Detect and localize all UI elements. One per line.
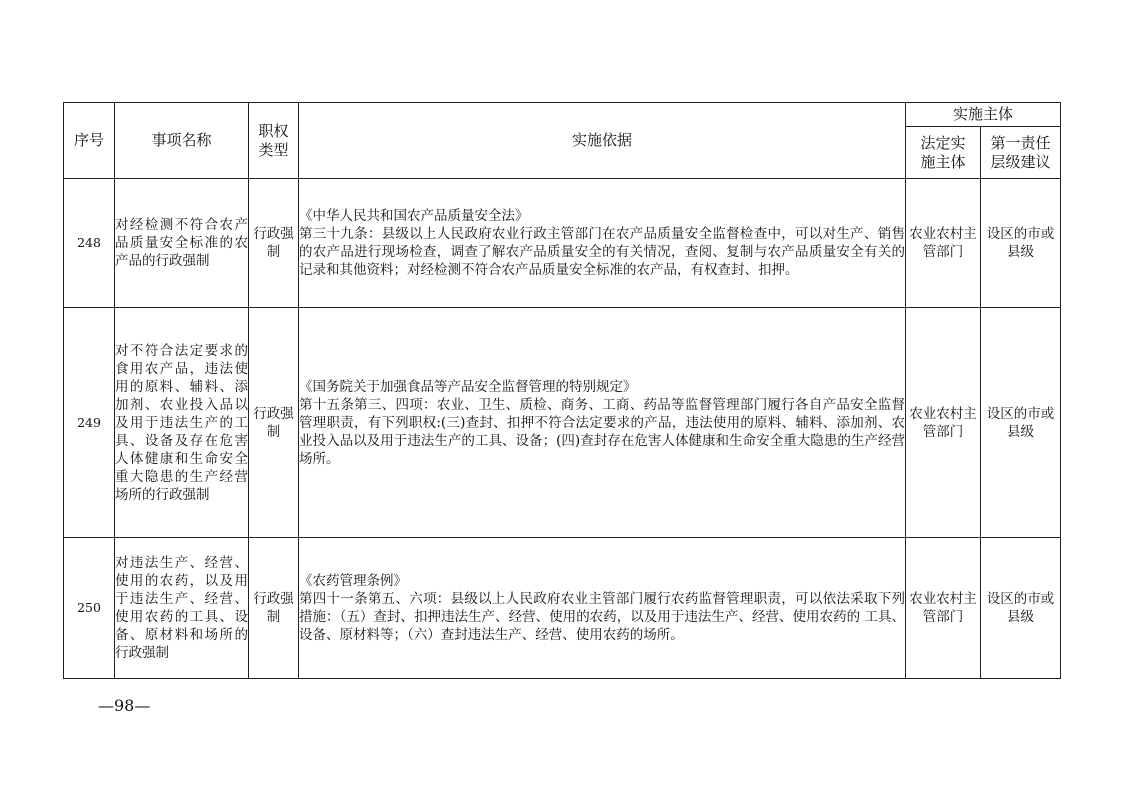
row-law: 《农药管理条例》 bbox=[299, 573, 407, 589]
row-name: 对经检测不符合农产品质量安全标准的农产品的行政强制 bbox=[115, 179, 249, 308]
row-first-level: 设区的市或县级 bbox=[981, 538, 1061, 679]
header-type bbox=[249, 103, 299, 179]
row-article: 第三十九条：县级以上人民政府农业行政主管部门在农产品质量安全监督检查中，可以对生产、销售的农产品进行现场检查，调查了解农产品质量安全的有关情况，查阅、复制与农产品质量安全有关的记录和其他资料；对经检测不符合农产品质量安全标准的农产品，有权查封、扣押。 bbox=[299, 226, 905, 278]
table-row bbox=[64, 308, 1061, 538]
row-legal-subject: 农业农村主管部门 bbox=[906, 179, 981, 308]
row-type: 行政强制 bbox=[249, 538, 299, 679]
row-type: 行政强制 bbox=[249, 179, 299, 308]
row-basis bbox=[299, 308, 906, 538]
row-legal-subject: 农业农村主管部门 bbox=[906, 308, 981, 538]
row-first-level: 设区的市或县级 bbox=[981, 179, 1061, 308]
header-subject: 实施主体 bbox=[906, 103, 1061, 127]
table-row bbox=[64, 538, 1061, 679]
row-legal-subject: 农业农村主管部门 bbox=[906, 538, 981, 679]
header-basis: 实施依据 bbox=[299, 103, 906, 179]
header-first-level bbox=[981, 127, 1061, 179]
header-legal-subject bbox=[906, 127, 981, 179]
row-law: 《中华人民共和国农产品质量安全法》 bbox=[299, 208, 529, 224]
row-first-level: 设区的市或县级 bbox=[981, 308, 1061, 538]
header-first-level-label: 第一责任层级建议 bbox=[990, 133, 1051, 171]
row-article: 第四十一条第五、六项：县级以上人民政府农业主管部门履行农药监督管理职责，可以依法采取下列措施：（五）查封、扣押违法生产、经营、使用的农药，以及用于违法生产、经营、使用农药的 工具、设备、原材料等；（六）查封违法生产、经营、使用农药的场所。 bbox=[299, 591, 905, 643]
row-basis bbox=[299, 538, 906, 679]
row-basis bbox=[299, 179, 906, 308]
enforcement-table bbox=[63, 102, 1061, 679]
row-seq: 249 bbox=[64, 308, 115, 538]
row-seq: 248 bbox=[64, 179, 115, 308]
row-name: 对不符合法定要求的食用农产品，违法使用的原料、辅料、添加剂、农业投入品以及用于违法生产的工具、设备及存在危害人体健康和生命安全重大隐患的生产经营场所的行政强制 bbox=[115, 308, 249, 538]
row-seq: 250 bbox=[64, 538, 115, 679]
header-type-label: 职权类型 bbox=[258, 121, 289, 159]
row-name: 对违法生产、经营、使用的农药，以及用于违法生产、经营、使用农药的工具、设备、原材料和场所的行政强制 bbox=[115, 538, 249, 679]
header-name: 事项名称 bbox=[115, 103, 249, 179]
header-seq: 序号 bbox=[64, 103, 115, 179]
row-law: 《国务院关于加强食品等产品安全监督管理的特别规定》 bbox=[299, 378, 637, 395]
table-row bbox=[64, 179, 1061, 308]
page-number: —98— bbox=[98, 696, 151, 715]
row-article: 第十五条第三、四项：农业、卫生、质检、商务、工商、药品等监督管理部门履行各自产品安全监督管理职责，有下列职权:(三)查封、扣押不符合法定要求的产品，违法使用的原料、辅料、添加剂、农业投入品以及用于违法生产的工具、设备；(四)查封存在危害人体健康和生命安全重大隐患的生产经营场所。 bbox=[299, 396, 905, 467]
row-type: 行政强制 bbox=[249, 308, 299, 538]
header-legal-subject-label: 法定实施主体 bbox=[920, 133, 966, 171]
